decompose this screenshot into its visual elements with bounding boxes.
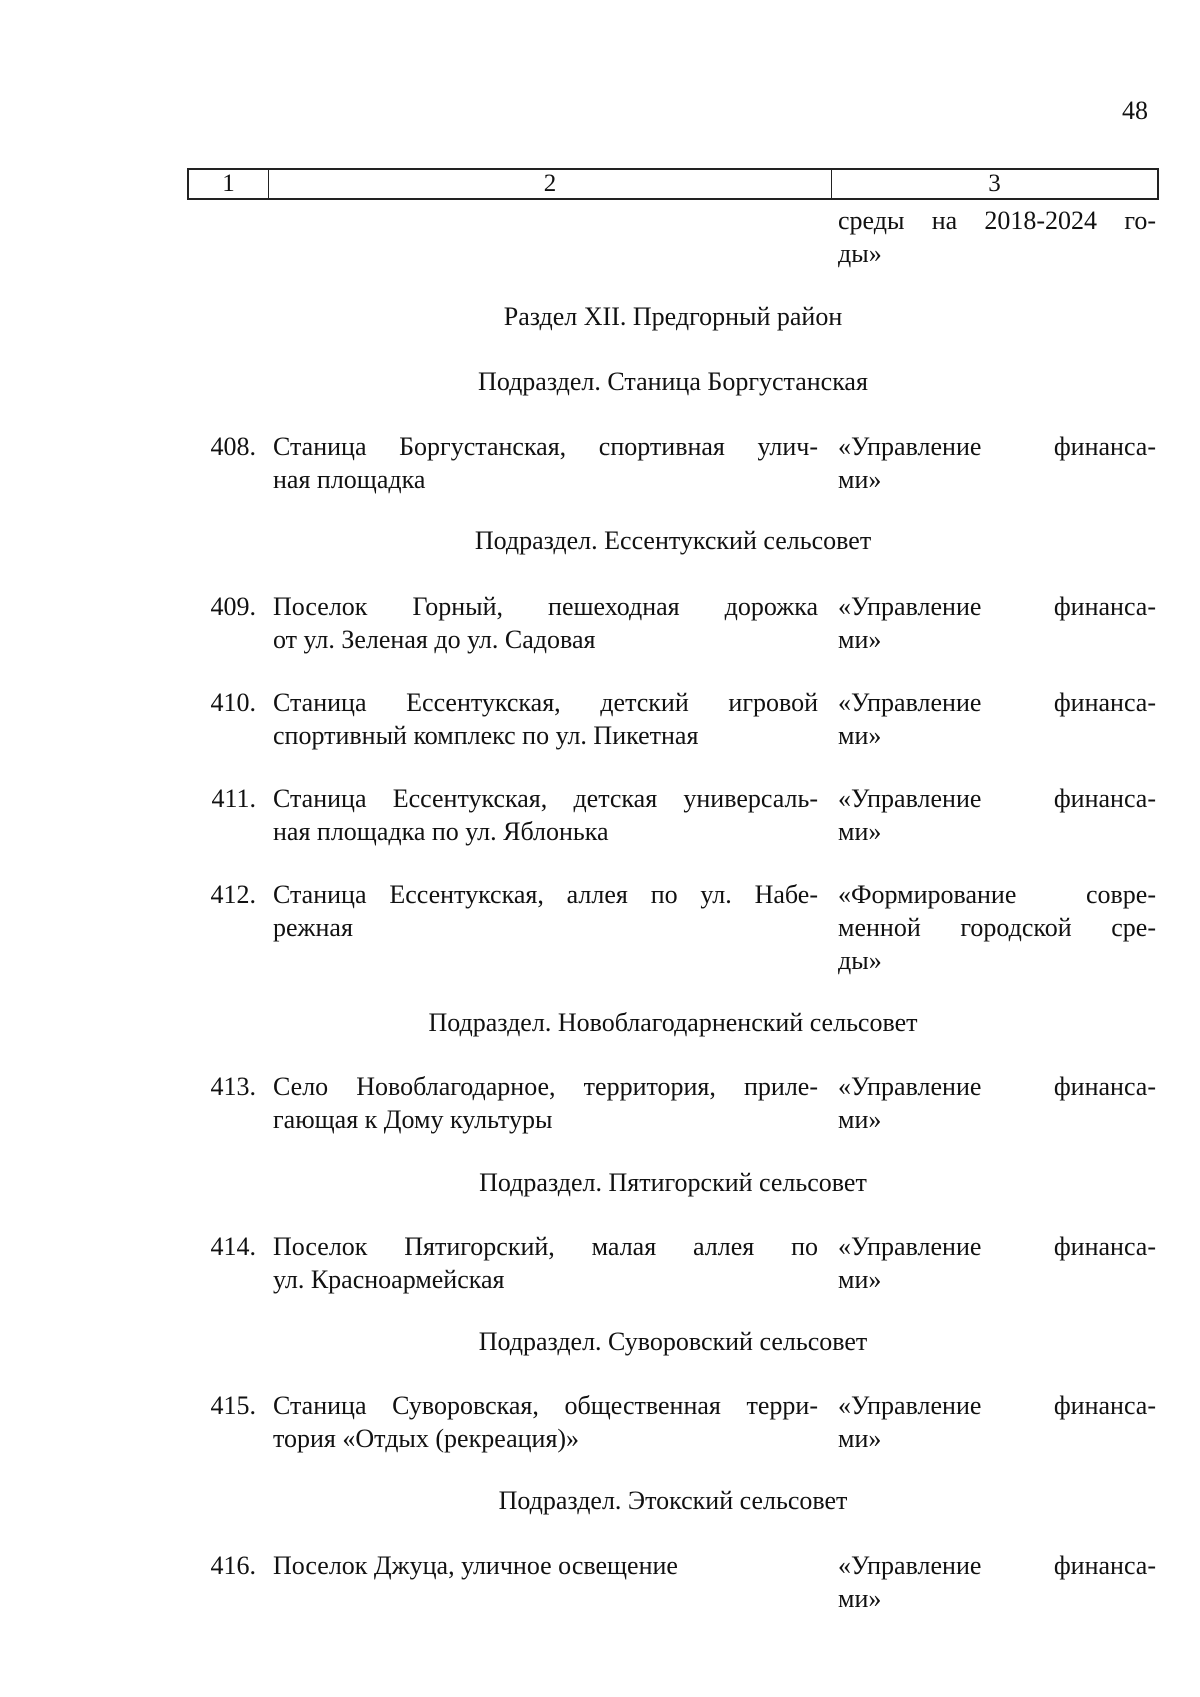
row-program: «Управление финанса- ми»: [838, 1391, 1156, 1453]
row-number: 409.: [210, 592, 256, 621]
row-description: Станица Ессентукская, детская универсаль- ная площадка по ул. Яблонька: [273, 784, 818, 846]
table-header-row: [187, 168, 1159, 200]
table-header-col-2: 2: [269, 170, 832, 198]
row-number: 410.: [210, 688, 256, 717]
row-description: Станица Суворовская, общественная терри- тория «Отдых (рекреация)»: [273, 1391, 818, 1453]
page-number: 48: [1122, 96, 1148, 125]
row-number: 412.: [210, 880, 256, 909]
row-number: 413.: [210, 1072, 256, 1101]
row-program: «Управление финанса- ми»: [838, 1551, 1156, 1613]
row-description: Поселок Пятигорский, малая аллея по ул. Красноармейская: [273, 1232, 818, 1294]
row-number: 414.: [210, 1232, 256, 1261]
subsection-title: Подраздел. Суворовский сельсовет: [478, 1327, 868, 1356]
row-program: «Управление финанса- ми»: [838, 592, 1156, 654]
row-description: Село Новоблагодарное, территория, приле- гающая к Дому культуры: [273, 1072, 818, 1134]
row-program: «Управление финанса- ми»: [838, 1072, 1156, 1134]
subsection-title: Подраздел. Ессентукский сельсовет: [474, 526, 872, 555]
row-program: «Управление финанса- ми»: [838, 784, 1156, 846]
continuation-text: среды на 2018-2024 го- ды»: [838, 206, 1156, 268]
section-title: Раздел XII. Предгорный район: [503, 302, 843, 331]
subsection-title: Подраздел. Этокский сельсовет: [498, 1486, 848, 1515]
table-header-col-3: 3: [988, 170, 1001, 197]
row-description: Станица Ессентукская, аллея по ул. Набе- режная: [273, 880, 818, 942]
row-program: «Управление финанса- ми»: [838, 432, 1156, 494]
row-number: 408.: [210, 432, 256, 461]
row-program: «Формирование совре- менной городской сре- ды»: [838, 880, 1156, 975]
table-header-col-1: 1: [189, 170, 269, 198]
subsection-title: Подраздел. Станица Боргустанская: [478, 367, 868, 396]
subsection-title: Подраздел. Пятигорский сельсовет: [479, 1168, 867, 1197]
row-description: Поселок Джуца, уличное освещение: [273, 1551, 678, 1580]
row-number: 415.: [210, 1391, 256, 1420]
row-description: Станица Ессентукская, детский игровой спортивный комплекс по ул. Пикетная: [273, 688, 818, 750]
row-number: 416.: [210, 1551, 256, 1580]
row-description: Станица Боргустанская, спортивная улич- ная площадка: [273, 432, 818, 494]
row-program: «Управление финанса- ми»: [838, 1232, 1156, 1294]
row-number: 411.: [211, 784, 256, 813]
row-description: Поселок Горный, пешеходная дорожка от ул. Зеленая до ул. Садовая: [273, 592, 818, 654]
subsection-title: Подраздел. Новоблагодарненский сельсовет: [428, 1008, 918, 1037]
row-program: «Управление финанса- ми»: [838, 688, 1156, 750]
